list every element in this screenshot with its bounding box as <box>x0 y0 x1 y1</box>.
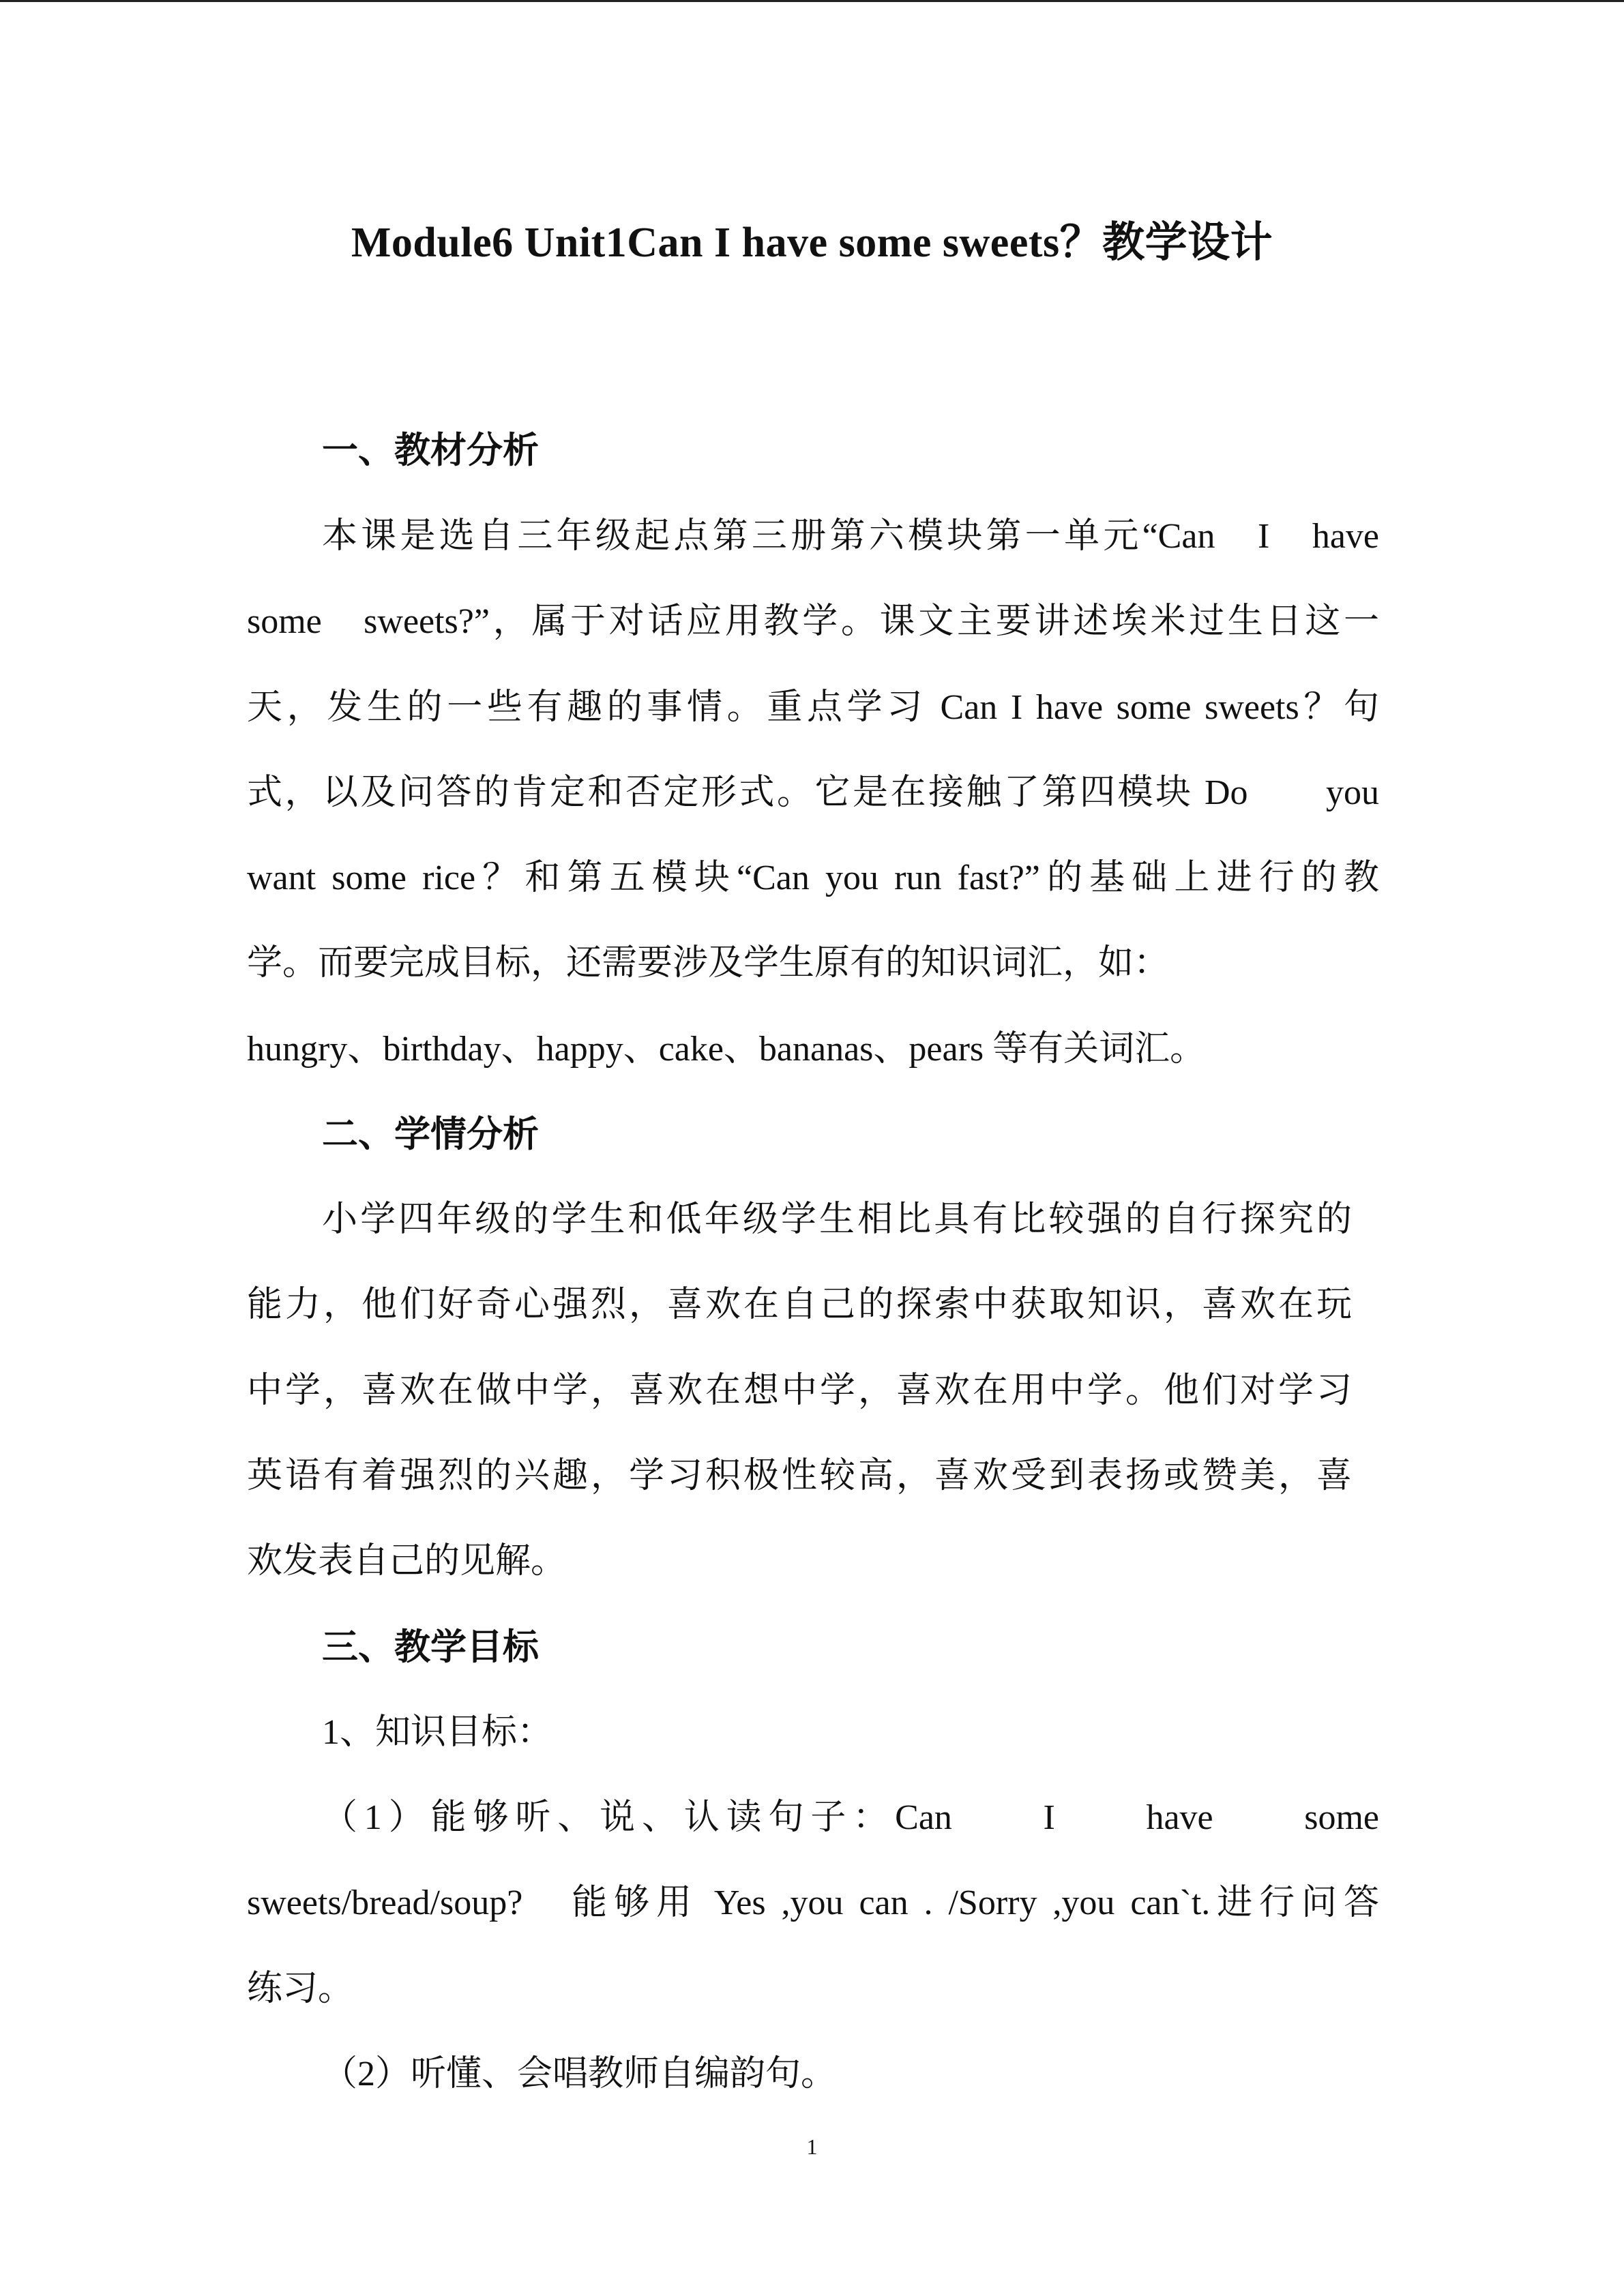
page-top-border <box>0 0 1624 2</box>
paragraph-line: hungry、birthday、happy、cake、bananas、pears 等有关词汇。 <box>247 1030 1206 1069</box>
section-heading-student-analysis: 二、学情分析 <box>322 1115 539 1154</box>
section-heading-textbook-analysis: 一、教材分析 <box>322 431 539 471</box>
paragraph-line: 学。而要完成目标，还需要涉及学生原有的知识词汇，如： <box>247 944 1170 983</box>
paragraph-line: 英语有着强烈的兴趣，学习积极性较高，喜欢受到表扬或赞美，喜 <box>247 1457 1352 1495</box>
paragraph-line: 中学，喜欢在做中学，喜欢在想中学，喜欢在用中学。他们对学习 <box>247 1371 1352 1410</box>
paragraph-line: 小学四年级的学生和低年级学生相比具有比较强的自行探究的 <box>322 1200 1352 1239</box>
paragraph-line: （1）能够听、说、认读句子：Can I have some <box>322 1798 1379 1837</box>
section-heading-teaching-goals: 三、教学目标 <box>322 1628 539 1667</box>
paragraph-line: 欢发表自己的见解。 <box>247 1542 567 1581</box>
paragraph-line: 天，发生的一些有趣的事情。重点学习 Can I have some sweets？句 <box>247 688 1379 727</box>
paragraph-line: want some rice？和第五模块“Can you run fast?”的基础上进行的教 <box>247 859 1379 897</box>
page-number: 1 <box>806 2134 818 2159</box>
paragraph-line: （2）听懂、会唱教师自编韵句。 <box>322 2055 837 2093</box>
paragraph-line: some sweets?”，属于对话应用教学。课文主要讲述埃米过生日这一 <box>247 602 1379 641</box>
document-title: Module6 Unit1Can I have some sweets？教学设计 <box>351 220 1273 266</box>
paragraph-line: 式，以及问答的肯定和否定形式。它是在接触了第四模块 Do you <box>247 773 1379 812</box>
subheading-knowledge-goals: 1、知识目标： <box>322 1713 553 1752</box>
paragraph-line: 本课是选自三年级起点第三册第六模块第一单元“Can I have <box>322 517 1379 556</box>
paragraph-line: 练习。 <box>247 1969 354 2008</box>
paragraph-line: 能力，他们好奇心强烈，喜欢在自己的探索中获取知识，喜欢在玩 <box>247 1285 1352 1324</box>
paragraph-line: sweets/bread/soup? 能够用 Yes ,you can . /Sorry ,you can`t.进行问答 <box>247 1883 1379 1922</box>
